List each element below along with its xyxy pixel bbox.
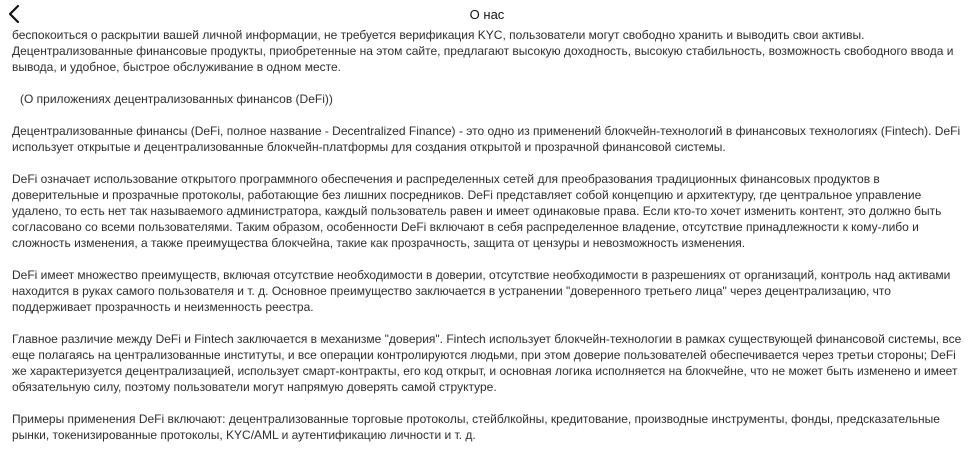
paragraph-intro: беспокоиться о раскрытии вашей личной информации, не требуется верификация KYC, пользователи могут свободно хранить и выводить свои активы. Децентрализованные финансовые продукты, приобретенные на этом сайте, предлагают высокую доходность, высокую стабильность, возможность свободного ввода и вывода, и удобное, быстрое обслуживание в одном месте. — [12, 28, 954, 74]
paragraph-defi-examples: Примеры применения DeFi включают: децентрализованные торговые протоколы, стейблкойны, кредитование, производные инструменты, фонды, предсказательные рынки, токенизированные протоколы, KYC/AML и аутентификацию личности и т. д. — [12, 412, 940, 442]
top-bar — [0, 0, 974, 30]
paragraph-defi-advantages: DeFi имеет множество преимуществ, включая отсутствие необходимости в доверии, отсутствие необходимости в разрешениях от организаций, контроль над активами находится в руках самого пользователя и т. д. Основное преимущество заключается в устранении "доверенного третьего лица" через децентрализацию, что поддерживает прозрачность и неизменность реестра. — [12, 268, 951, 314]
paragraph-defi-vs-fintech: Главное различие между DeFi и Fintech заключается в механизме "доверия". Fintech использует блокчейн-технологии в рамках существующей финансовой системы, все еще полагаясь на централизованные институты, и все операции контролируются людьми, при этом доверие пользователей обеспечивается через третьи стороны; DeFi же характеризуется децентрализацией, использует смарт-контракты, его код открыт, и основная логика исполняется на блокчейне, что не может быть изменено и имеет обязательную силу, поэтому пользователи могут напрямую доверять самой структуре. — [12, 332, 962, 394]
section-heading-defi: (О приложениях децентрализованных финансов (DeFi)) — [20, 92, 333, 106]
about-content[interactable] — [12, 27, 962, 459]
paragraph-defi-definition: Децентрализованные финансы (DeFi, полное название - Decentralized Finance) - это одно из применений блокчейн-технологий в финансовых технологиях (Fintech). DeFi использует открытые и децентрализованные блокчейн-платформы для создания открытой и прозрачной финансовой системы. — [12, 124, 961, 154]
paragraph-defi-meaning: DeFi означает использование открытого программного обеспечения и распределенных сетей для преобразования традиционных финансовых продуктов в доверительные и прозрачные протоколы, работающие без лишних посредников. DeFi представляет собой концепцию и архитектуру, где центральное управление удалено, то есть нет так называемого администратора, каждый пользователь равен и имеет одинаковые права. Если кто-то хочет изменить контент, это должно быть согласовано со всеми пользователями. Таким образом, особенности DeFi включают в себя распределенное владение, отсутствие принадлежности к кому-либо и сложность изменения, а также преимущества блокчейна, такие как прозрачность, защита от цензуры и невозможность изменения. — [12, 172, 942, 250]
page-title: О нас — [469, 7, 505, 22]
